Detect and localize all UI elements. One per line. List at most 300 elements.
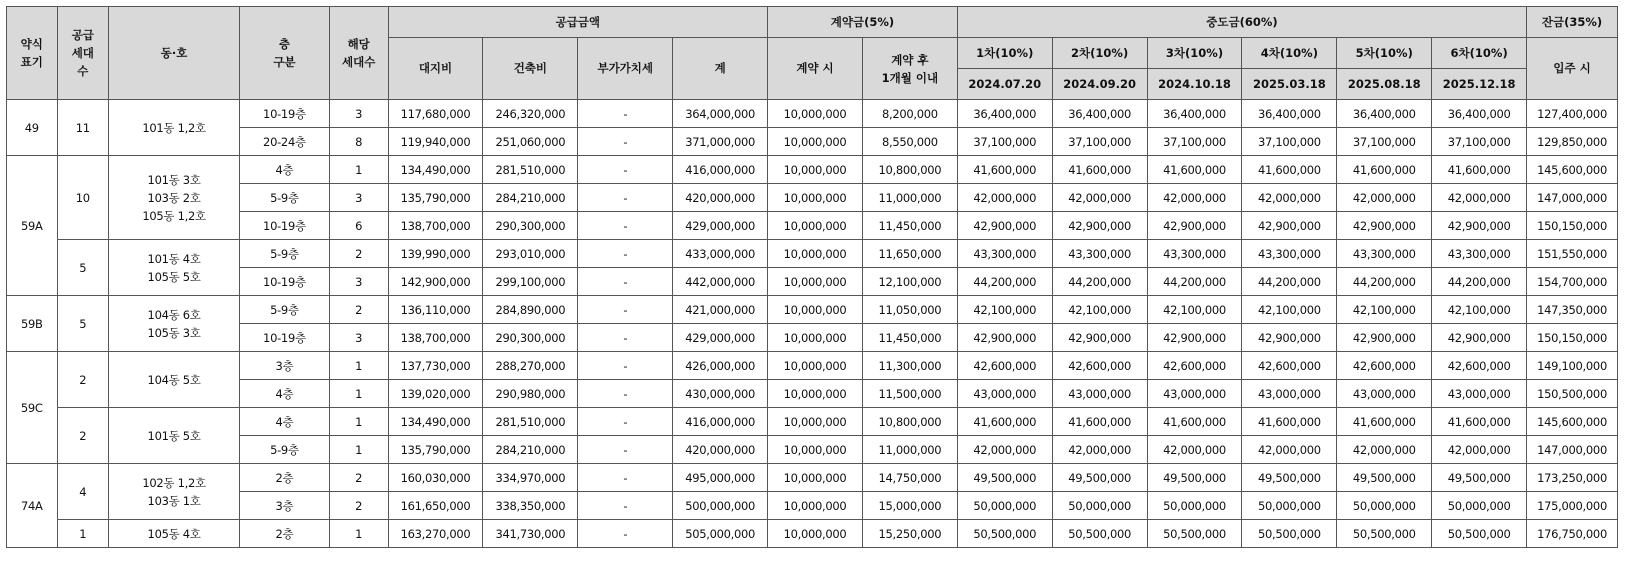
vat-cell: - — [578, 212, 673, 240]
interim-1-cell: 42,600,000 — [957, 352, 1052, 380]
interim-4-cell: 50,000,000 — [1242, 492, 1337, 520]
balance-cell: 151,550,000 — [1527, 240, 1618, 268]
header-balance: 잔금(35%) — [1527, 7, 1618, 38]
floor-cell: 2층 — [240, 520, 330, 548]
interim-4-cell: 42,600,000 — [1242, 352, 1337, 380]
interim-6-cell: 50,000,000 — [1432, 492, 1527, 520]
interim-6-cell: 41,600,000 — [1432, 156, 1527, 184]
balance-cell: 147,000,000 — [1527, 184, 1618, 212]
vat-cell: - — [578, 352, 673, 380]
interim-5-cell: 41,600,000 — [1337, 156, 1432, 184]
total-cell: 433,000,000 — [673, 240, 768, 268]
interim-6-cell: 50,500,000 — [1432, 520, 1527, 548]
header-supply-amount: 공급금액 — [388, 7, 768, 38]
contract-after-cell: 11,650,000 — [862, 240, 957, 268]
interim-3-cell: 42,100,000 — [1147, 296, 1242, 324]
balance-cell: 147,000,000 — [1527, 436, 1618, 464]
header-type: 약식 표기 — [7, 7, 58, 100]
header-contract-after: 계약 후 1개월 이내 — [862, 38, 957, 100]
interim-6-cell: 42,900,000 — [1432, 324, 1527, 352]
interim-1-cell: 41,600,000 — [957, 156, 1052, 184]
vat-cell: - — [578, 492, 673, 520]
floor-cell: 3층 — [240, 352, 330, 380]
header-land: 대지비 — [388, 38, 483, 100]
interim-4-cell: 41,600,000 — [1242, 156, 1337, 184]
type-cell: 59B — [7, 296, 58, 352]
total-cell: 429,000,000 — [673, 324, 768, 352]
supply-units-cell: 5 — [57, 296, 109, 352]
interim-2-cell: 42,100,000 — [1052, 296, 1147, 324]
interim-1-cell: 50,000,000 — [957, 492, 1052, 520]
interim-3-cell: 41,600,000 — [1147, 156, 1242, 184]
land-cost-cell: 142,900,000 — [388, 268, 483, 296]
interim-1-cell: 43,300,000 — [957, 240, 1052, 268]
interim-5-cell: 43,000,000 — [1337, 380, 1432, 408]
vat-cell: - — [578, 520, 673, 548]
contract-at-cell: 10,000,000 — [768, 212, 863, 240]
contract-after-cell: 11,450,000 — [862, 212, 957, 240]
balance-cell: 127,400,000 — [1527, 100, 1618, 128]
dong-ho-cell: 104동 6호 105동 3호 — [109, 296, 240, 352]
interim-1-cell: 49,500,000 — [957, 464, 1052, 492]
floor-cell: 2층 — [240, 464, 330, 492]
floor-cell: 4층 — [240, 408, 330, 436]
header-vat: 부가가치세 — [578, 38, 673, 100]
interim-1-cell: 42,000,000 — [957, 184, 1052, 212]
interim-1-cell: 42,900,000 — [957, 212, 1052, 240]
interim-5-cell: 36,400,000 — [1337, 100, 1432, 128]
price-table-container — [6, 6, 1618, 548]
contract-at-cell: 10,000,000 — [768, 296, 863, 324]
land-cost-cell: 161,650,000 — [388, 492, 483, 520]
header-building: 건축비 — [483, 38, 578, 100]
building-cost-cell: 290,300,000 — [483, 212, 578, 240]
type-cell: 74A — [7, 464, 58, 548]
vat-cell: - — [578, 268, 673, 296]
dong-ho-cell: 101동 5호 — [109, 408, 240, 464]
interim-2-cell: 42,000,000 — [1052, 184, 1147, 212]
contract-after-cell: 15,250,000 — [862, 520, 957, 548]
contract-at-cell: 10,000,000 — [768, 464, 863, 492]
interim-3-cell: 43,000,000 — [1147, 380, 1242, 408]
interim-3-cell: 49,500,000 — [1147, 464, 1242, 492]
table-row — [7, 184, 1618, 212]
unit-count-cell: 1 — [329, 352, 388, 380]
type-cell: 59A — [7, 156, 58, 296]
dong-ho-cell: 101동 3호 103동 2호 105동 1,2호 — [109, 156, 240, 240]
header-interim-date-5: 2025.08.18 — [1337, 69, 1432, 100]
interim-3-cell: 36,400,000 — [1147, 100, 1242, 128]
total-cell: 416,000,000 — [673, 156, 768, 184]
floor-cell: 5-9층 — [240, 184, 330, 212]
balance-cell: 173,250,000 — [1527, 464, 1618, 492]
dong-ho-cell: 104동 5호 — [109, 352, 240, 408]
contract-at-cell: 10,000,000 — [768, 268, 863, 296]
header-contract-at: 계약 시 — [768, 38, 863, 100]
building-cost-cell: 299,100,000 — [483, 268, 578, 296]
total-cell: 426,000,000 — [673, 352, 768, 380]
interim-3-cell: 41,600,000 — [1147, 408, 1242, 436]
building-cost-cell: 338,350,000 — [483, 492, 578, 520]
vat-cell: - — [578, 296, 673, 324]
contract-at-cell: 10,000,000 — [768, 380, 863, 408]
interim-5-cell: 50,000,000 — [1337, 492, 1432, 520]
building-cost-cell: 251,060,000 — [483, 128, 578, 156]
total-cell: 429,000,000 — [673, 212, 768, 240]
contract-at-cell: 10,000,000 — [768, 492, 863, 520]
table-row — [7, 268, 1618, 296]
unit-count-cell: 6 — [329, 212, 388, 240]
vat-cell: - — [578, 240, 673, 268]
interim-3-cell: 42,900,000 — [1147, 324, 1242, 352]
balance-cell: 176,750,000 — [1527, 520, 1618, 548]
contract-after-cell: 11,300,000 — [862, 352, 957, 380]
unit-count-cell: 2 — [329, 296, 388, 324]
interim-5-cell: 37,100,000 — [1337, 128, 1432, 156]
interim-1-cell: 43,000,000 — [957, 380, 1052, 408]
dong-ho-cell: 105동 4호 — [109, 520, 240, 548]
contract-after-cell: 11,050,000 — [862, 296, 957, 324]
supply-units-cell: 10 — [57, 156, 109, 240]
contract-at-cell: 10,000,000 — [768, 240, 863, 268]
header-units: 해당 세대수 — [329, 7, 388, 100]
land-cost-cell: 139,990,000 — [388, 240, 483, 268]
contract-at-cell: 10,000,000 — [768, 128, 863, 156]
interim-6-cell: 41,600,000 — [1432, 408, 1527, 436]
interim-4-cell: 41,600,000 — [1242, 408, 1337, 436]
land-cost-cell: 136,110,000 — [388, 296, 483, 324]
contract-after-cell: 14,750,000 — [862, 464, 957, 492]
interim-4-cell: 42,900,000 — [1242, 212, 1337, 240]
table-header — [7, 7, 1618, 100]
building-cost-cell: 341,730,000 — [483, 520, 578, 548]
supply-price-table — [6, 6, 1618, 548]
interim-4-cell: 44,200,000 — [1242, 268, 1337, 296]
contract-at-cell: 10,000,000 — [768, 156, 863, 184]
interim-6-cell: 42,000,000 — [1432, 184, 1527, 212]
table-row — [7, 520, 1618, 548]
table-row — [7, 408, 1618, 436]
interim-5-cell: 41,600,000 — [1337, 408, 1432, 436]
header-interim-1: 1차(10%) — [957, 38, 1052, 69]
interim-4-cell: 42,000,000 — [1242, 436, 1337, 464]
interim-6-cell: 49,500,000 — [1432, 464, 1527, 492]
unit-count-cell: 1 — [329, 380, 388, 408]
contract-after-cell: 11,450,000 — [862, 324, 957, 352]
balance-cell: 149,100,000 — [1527, 352, 1618, 380]
building-cost-cell: 290,980,000 — [483, 380, 578, 408]
interim-4-cell: 43,000,000 — [1242, 380, 1337, 408]
interim-3-cell: 42,000,000 — [1147, 436, 1242, 464]
interim-6-cell: 37,100,000 — [1432, 128, 1527, 156]
interim-2-cell: 42,600,000 — [1052, 352, 1147, 380]
contract-after-cell: 11,000,000 — [862, 184, 957, 212]
supply-units-cell: 2 — [57, 352, 109, 408]
total-cell: 505,000,000 — [673, 520, 768, 548]
supply-units-cell: 1 — [57, 520, 109, 548]
land-cost-cell: 134,490,000 — [388, 408, 483, 436]
table-row — [7, 464, 1618, 492]
interim-2-cell: 36,400,000 — [1052, 100, 1147, 128]
total-cell: 495,000,000 — [673, 464, 768, 492]
contract-after-cell: 11,000,000 — [862, 436, 957, 464]
contract-at-cell: 10,000,000 — [768, 520, 863, 548]
building-cost-cell: 293,010,000 — [483, 240, 578, 268]
land-cost-cell: 160,030,000 — [388, 464, 483, 492]
land-cost-cell: 135,790,000 — [388, 184, 483, 212]
interim-4-cell: 42,900,000 — [1242, 324, 1337, 352]
balance-cell: 145,600,000 — [1527, 408, 1618, 436]
floor-cell: 3층 — [240, 492, 330, 520]
building-cost-cell: 281,510,000 — [483, 156, 578, 184]
unit-count-cell: 3 — [329, 268, 388, 296]
interim-2-cell: 41,600,000 — [1052, 156, 1147, 184]
contract-after-cell: 8,200,000 — [862, 100, 957, 128]
interim-4-cell: 37,100,000 — [1242, 128, 1337, 156]
interim-4-cell: 49,500,000 — [1242, 464, 1337, 492]
header-move-in: 입주 시 — [1527, 38, 1618, 100]
contract-after-cell: 10,800,000 — [862, 408, 957, 436]
interim-1-cell: 42,000,000 — [957, 436, 1052, 464]
interim-1-cell: 42,900,000 — [957, 324, 1052, 352]
table-row — [7, 352, 1618, 380]
interim-1-cell: 50,500,000 — [957, 520, 1052, 548]
vat-cell: - — [578, 464, 673, 492]
interim-3-cell: 42,000,000 — [1147, 184, 1242, 212]
vat-cell: - — [578, 408, 673, 436]
contract-at-cell: 10,000,000 — [768, 352, 863, 380]
header-interim-2: 2차(10%) — [1052, 38, 1147, 69]
floor-cell: 4층 — [240, 380, 330, 408]
total-cell: 500,000,000 — [673, 492, 768, 520]
land-cost-cell: 117,680,000 — [388, 100, 483, 128]
interim-2-cell: 42,000,000 — [1052, 436, 1147, 464]
interim-3-cell: 37,100,000 — [1147, 128, 1242, 156]
unit-count-cell: 1 — [329, 408, 388, 436]
unit-count-cell: 3 — [329, 324, 388, 352]
floor-cell: 10-19층 — [240, 100, 330, 128]
vat-cell: - — [578, 380, 673, 408]
dong-ho-cell: 101동 4호 105동 5호 — [109, 240, 240, 296]
header-floor: 층 구분 — [240, 7, 330, 100]
interim-2-cell: 42,900,000 — [1052, 212, 1147, 240]
interim-5-cell: 42,600,000 — [1337, 352, 1432, 380]
interim-6-cell: 44,200,000 — [1432, 268, 1527, 296]
table-row — [7, 380, 1618, 408]
interim-2-cell: 49,500,000 — [1052, 464, 1147, 492]
interim-5-cell: 50,500,000 — [1337, 520, 1432, 548]
dong-ho-cell: 101동 1,2호 — [109, 100, 240, 156]
contract-after-cell: 15,000,000 — [862, 492, 957, 520]
unit-count-cell: 3 — [329, 100, 388, 128]
unit-count-cell: 1 — [329, 156, 388, 184]
total-cell: 420,000,000 — [673, 184, 768, 212]
vat-cell: - — [578, 128, 673, 156]
land-cost-cell: 138,700,000 — [388, 324, 483, 352]
interim-5-cell: 42,000,000 — [1337, 184, 1432, 212]
contract-after-cell: 11,500,000 — [862, 380, 957, 408]
header-interim-4: 4차(10%) — [1242, 38, 1337, 69]
interim-2-cell: 37,100,000 — [1052, 128, 1147, 156]
interim-4-cell: 50,500,000 — [1242, 520, 1337, 548]
header-dong-ho: 동·호 — [109, 7, 240, 100]
header-contract: 계약금(5%) — [768, 7, 958, 38]
vat-cell: - — [578, 436, 673, 464]
floor-cell: 10-19층 — [240, 268, 330, 296]
interim-3-cell: 50,500,000 — [1147, 520, 1242, 548]
building-cost-cell: 290,300,000 — [483, 324, 578, 352]
supply-units-cell: 4 — [57, 464, 109, 520]
balance-cell: 150,150,000 — [1527, 212, 1618, 240]
building-cost-cell: 288,270,000 — [483, 352, 578, 380]
unit-count-cell: 2 — [329, 240, 388, 268]
total-cell: 420,000,000 — [673, 436, 768, 464]
balance-cell: 150,500,000 — [1527, 380, 1618, 408]
unit-count-cell: 2 — [329, 464, 388, 492]
unit-count-cell: 1 — [329, 436, 388, 464]
header-supply-units: 공급 세대 수 — [57, 7, 109, 100]
interim-3-cell: 42,900,000 — [1147, 212, 1242, 240]
total-cell: 442,000,000 — [673, 268, 768, 296]
building-cost-cell: 334,970,000 — [483, 464, 578, 492]
contract-at-cell: 10,000,000 — [768, 436, 863, 464]
total-cell: 371,000,000 — [673, 128, 768, 156]
interim-6-cell: 36,400,000 — [1432, 100, 1527, 128]
interim-2-cell: 43,300,000 — [1052, 240, 1147, 268]
building-cost-cell: 284,210,000 — [483, 184, 578, 212]
balance-cell: 129,850,000 — [1527, 128, 1618, 156]
header-interim-5: 5차(10%) — [1337, 38, 1432, 69]
interim-2-cell: 50,000,000 — [1052, 492, 1147, 520]
supply-units-cell: 2 — [57, 408, 109, 464]
floor-cell: 20-24층 — [240, 128, 330, 156]
type-cell: 49 — [7, 100, 58, 156]
interim-1-cell: 44,200,000 — [957, 268, 1052, 296]
header-interim-date-2: 2024.09.20 — [1052, 69, 1147, 100]
interim-5-cell: 49,500,000 — [1337, 464, 1432, 492]
header-interim-date-4: 2025.03.18 — [1242, 69, 1337, 100]
table-row — [7, 100, 1618, 128]
interim-3-cell: 43,300,000 — [1147, 240, 1242, 268]
balance-cell: 145,600,000 — [1527, 156, 1618, 184]
vat-cell: - — [578, 100, 673, 128]
unit-count-cell: 2 — [329, 492, 388, 520]
supply-units-cell: 11 — [57, 100, 109, 156]
interim-5-cell: 43,300,000 — [1337, 240, 1432, 268]
land-cost-cell: 139,020,000 — [388, 380, 483, 408]
contract-after-cell: 12,100,000 — [862, 268, 957, 296]
header-interim: 중도금(60%) — [957, 7, 1526, 38]
unit-count-cell: 8 — [329, 128, 388, 156]
interim-6-cell: 43,000,000 — [1432, 380, 1527, 408]
balance-cell: 147,350,000 — [1527, 296, 1618, 324]
interim-5-cell: 42,000,000 — [1337, 436, 1432, 464]
header-interim-date-1: 2024.07.20 — [957, 69, 1052, 100]
balance-cell: 154,700,000 — [1527, 268, 1618, 296]
building-cost-cell: 284,210,000 — [483, 436, 578, 464]
contract-at-cell: 10,000,000 — [768, 184, 863, 212]
floor-cell: 5-9층 — [240, 436, 330, 464]
table-row — [7, 492, 1618, 520]
contract-after-cell: 10,800,000 — [862, 156, 957, 184]
interim-5-cell: 44,200,000 — [1337, 268, 1432, 296]
interim-4-cell: 43,300,000 — [1242, 240, 1337, 268]
interim-2-cell: 42,900,000 — [1052, 324, 1147, 352]
interim-5-cell: 42,100,000 — [1337, 296, 1432, 324]
floor-cell: 5-9층 — [240, 240, 330, 268]
interim-4-cell: 36,400,000 — [1242, 100, 1337, 128]
interim-2-cell: 50,500,000 — [1052, 520, 1147, 548]
total-cell: 421,000,000 — [673, 296, 768, 324]
type-cell: 59C — [7, 352, 58, 464]
vat-cell: - — [578, 184, 673, 212]
interim-6-cell: 42,100,000 — [1432, 296, 1527, 324]
land-cost-cell: 134,490,000 — [388, 156, 483, 184]
interim-2-cell: 44,200,000 — [1052, 268, 1147, 296]
table-body — [7, 100, 1618, 548]
floor-cell: 4층 — [240, 156, 330, 184]
table-row — [7, 212, 1618, 240]
floor-cell: 10-19층 — [240, 324, 330, 352]
balance-cell: 150,150,000 — [1527, 324, 1618, 352]
interim-2-cell: 41,600,000 — [1052, 408, 1147, 436]
interim-3-cell: 44,200,000 — [1147, 268, 1242, 296]
floor-cell: 10-19층 — [240, 212, 330, 240]
interim-1-cell: 36,400,000 — [957, 100, 1052, 128]
table-row — [7, 128, 1618, 156]
land-cost-cell: 138,700,000 — [388, 212, 483, 240]
interim-1-cell: 41,600,000 — [957, 408, 1052, 436]
dong-ho-cell: 102동 1,2호 103동 1호 — [109, 464, 240, 520]
unit-count-cell: 1 — [329, 520, 388, 548]
header-interim-date-6: 2025.12.18 — [1432, 69, 1527, 100]
header-interim-6: 6차(10%) — [1432, 38, 1527, 69]
table-row — [7, 240, 1618, 268]
contract-at-cell: 10,000,000 — [768, 408, 863, 436]
balance-cell: 175,000,000 — [1527, 492, 1618, 520]
supply-units-cell: 5 — [57, 240, 109, 296]
building-cost-cell: 281,510,000 — [483, 408, 578, 436]
floor-cell: 5-9층 — [240, 296, 330, 324]
land-cost-cell: 119,940,000 — [388, 128, 483, 156]
interim-5-cell: 42,900,000 — [1337, 212, 1432, 240]
interim-1-cell: 42,100,000 — [957, 296, 1052, 324]
land-cost-cell: 135,790,000 — [388, 436, 483, 464]
interim-6-cell: 42,000,000 — [1432, 436, 1527, 464]
table-row — [7, 436, 1618, 464]
vat-cell: - — [578, 156, 673, 184]
interim-3-cell: 42,600,000 — [1147, 352, 1242, 380]
contract-at-cell: 10,000,000 — [768, 324, 863, 352]
interim-4-cell: 42,000,000 — [1242, 184, 1337, 212]
building-cost-cell: 284,890,000 — [483, 296, 578, 324]
table-row — [7, 324, 1618, 352]
interim-6-cell: 42,600,000 — [1432, 352, 1527, 380]
header-total: 계 — [673, 38, 768, 100]
header-interim-date-3: 2024.10.18 — [1147, 69, 1242, 100]
unit-count-cell: 3 — [329, 184, 388, 212]
interim-2-cell: 43,000,000 — [1052, 380, 1147, 408]
interim-3-cell: 50,000,000 — [1147, 492, 1242, 520]
total-cell: 416,000,000 — [673, 408, 768, 436]
interim-5-cell: 42,900,000 — [1337, 324, 1432, 352]
interim-6-cell: 42,900,000 — [1432, 212, 1527, 240]
total-cell: 430,000,000 — [673, 380, 768, 408]
table-row — [7, 156, 1618, 184]
contract-at-cell: 10,000,000 — [768, 100, 863, 128]
interim-1-cell: 37,100,000 — [957, 128, 1052, 156]
table-row — [7, 296, 1618, 324]
